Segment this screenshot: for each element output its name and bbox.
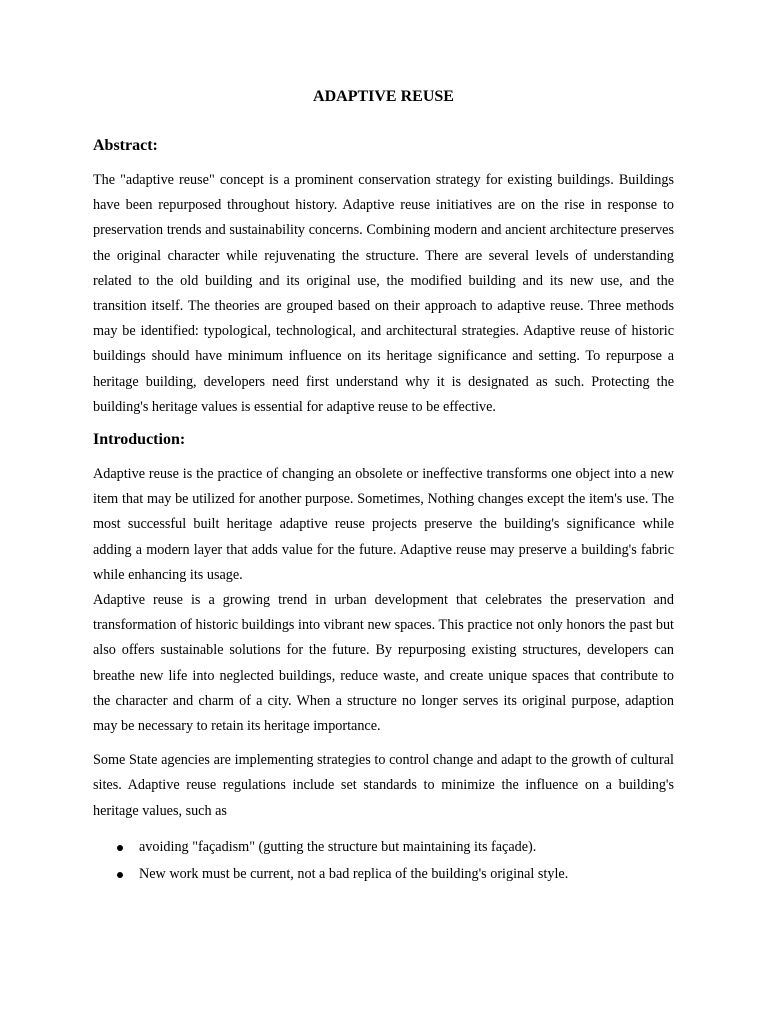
regulation-list xyxy=(93,834,674,888)
introduction-paragraph-2: Adaptive reuse is a growing trend in urban development that celebrates the preservation and transformation of historic buildings into vibrant new spaces. This practice not only honors the past but also offers sustainable solutions for the future. By repurposing existing structures, developers can breathe new life into neglected buildings, reduce waste, and create unique spaces that contribute to the character and charm of a city. When a structure no longer serves its original purpose, adaption may be necessary to retain its heritage importance. xyxy=(93,592,674,735)
list-item-text: New work must be current, not a bad replica of the building's original style. xyxy=(139,865,569,882)
document-title: ADAPTIVE REUSE xyxy=(313,88,454,105)
introduction-paragraph-1: Adaptive reuse is the practice of changing an obsolete or ineffective transforms one object into a new item that may be utilized for another purpose. Sometimes, Nothing changes except the item's use. The most successful built heritage adaptive reuse projects preserve the building's significance while adding a modern layer that adds value for the future. Adaptive reuse may preserve a building's fabric while enhancing its usage. xyxy=(93,466,674,583)
introduction-heading: Introduction: xyxy=(93,431,186,449)
abstract-heading: Abstract: xyxy=(93,137,158,154)
bullet-icon xyxy=(117,845,123,851)
list-item xyxy=(93,834,674,861)
introduction-paragraph-3: Some State agencies are implementing strategies to control change and adapt to the growth of cultural sites. Adaptive reuse regulations include set standards to minimize the influence on a building's heritage values, such as xyxy=(93,752,674,819)
list-item xyxy=(93,861,674,888)
abstract-paragraph: The "adaptive reuse" concept is a prominent conservation strategy for existing buildings. Buildings have been repurposed throughout history. Adaptive reuse initiatives are on the rise in response to preservation trends and sustainability concerns. Combining modern and ancient architecture preserves the original character while rejuvenating the structure. There are several levels of understanding related to the old building and its original use, the modified building and its new use, and the transition itself. The theories are grouped based on their approach to adaptive reuse. Three methods may be identified: typological, technological, and architectural strategies. Adaptive reuse of historic buildings should have minimum influence on its heritage significance and setting. To repurpose a heritage building, developers need first understand why it is designated as such. Protecting the building's heritage values is essential for adaptive reuse to be effective. xyxy=(93,172,674,415)
bullet-icon xyxy=(117,872,123,878)
list-item-text: avoiding "façadism" (gutting the structure but maintaining its façade). xyxy=(139,838,537,855)
